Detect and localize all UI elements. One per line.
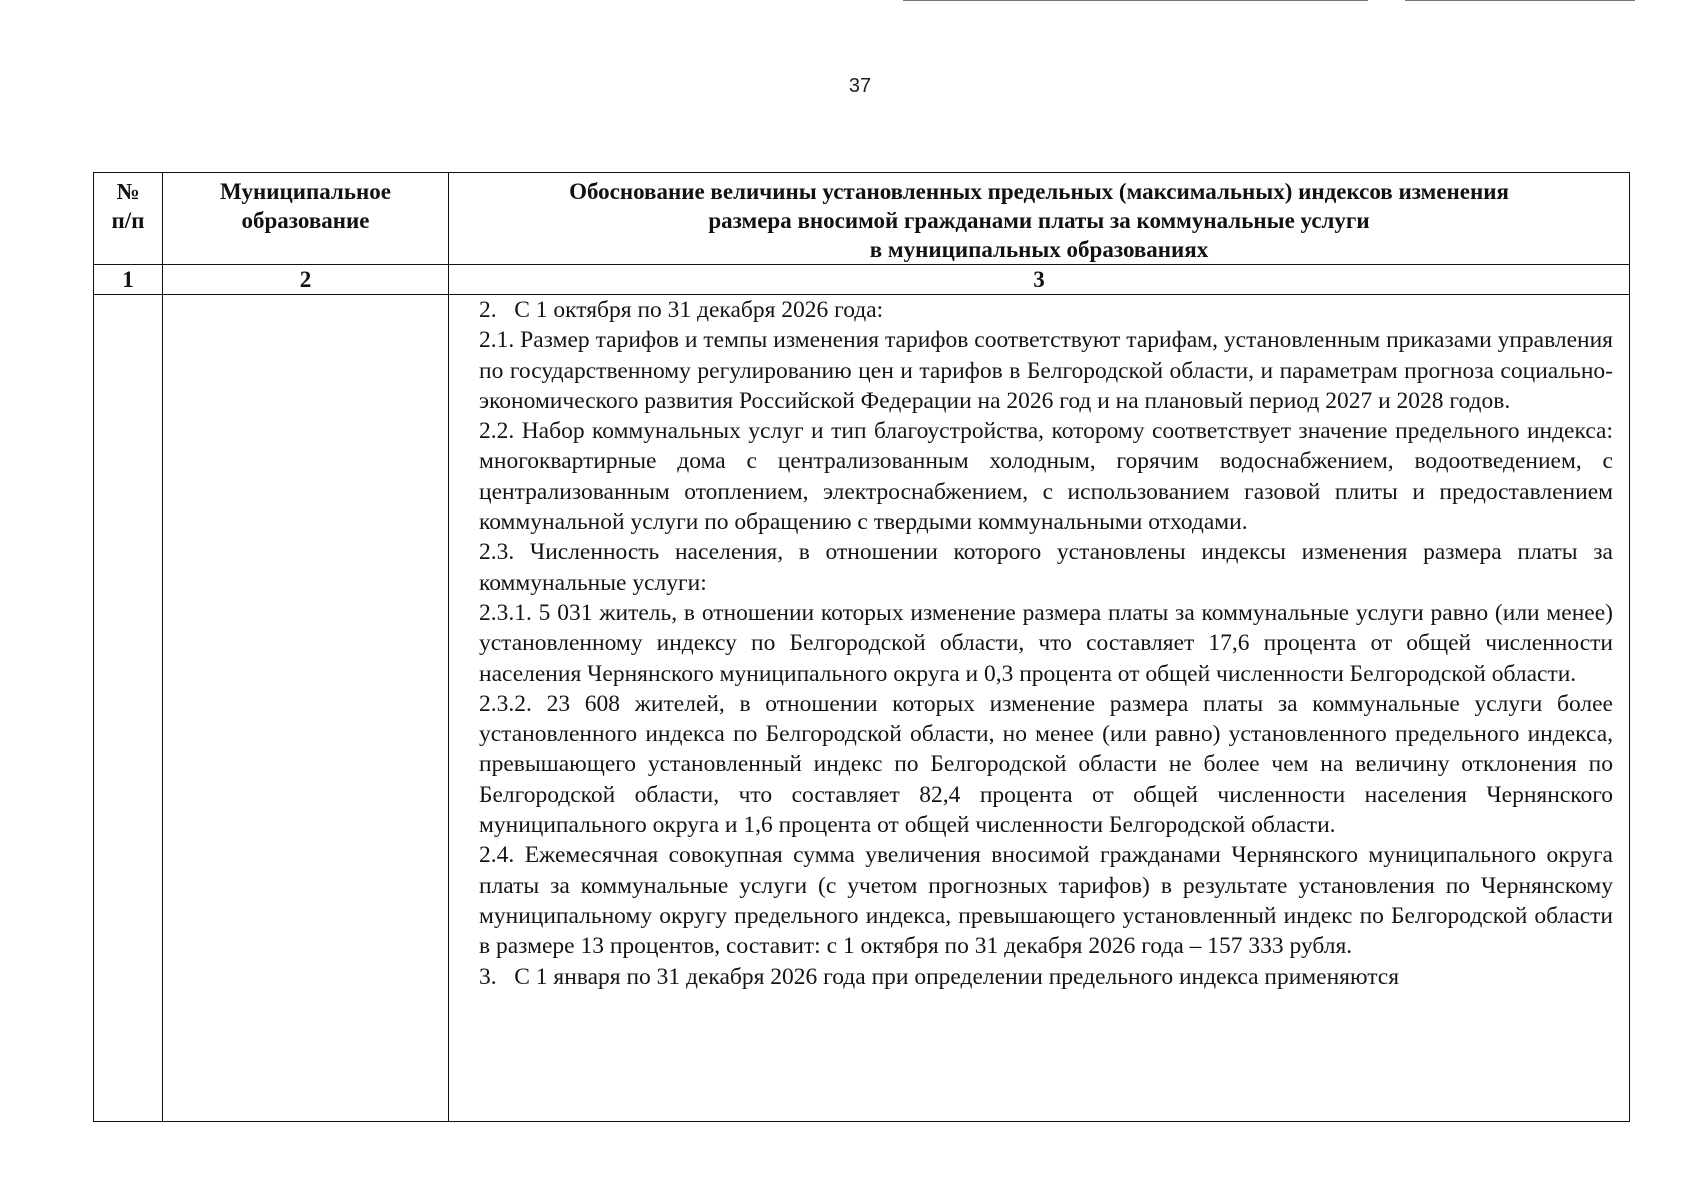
table-header-row	[94, 173, 1630, 265]
header-number-text: № п/п	[111, 179, 145, 233]
table-row	[94, 295, 1630, 1122]
header-number	[94, 173, 163, 265]
header-justification-text: Обоснование величины установленных предельных (максимальных) индексов изменения размера вносимой гражданами платы за коммунальные услуги в муниципальных образованиях	[569, 179, 1509, 262]
paragraph: 2. С 1 октября по 31 декабря 2026 года:	[479, 297, 884, 323]
paragraph: 2.2. Набор коммунальных услуг и тип благоустройства, которому соответствует значение предельного индекса: многоквартирные дома с централизованным холодным, горячим водоснабжением, водоотведением, с централизованным отоплением, электроснабжением, с использованием газовой плиты и предоставлением коммунальной услуги по обращению с твердыми коммунальными отходами.	[479, 418, 1613, 536]
top-edge-line	[903, 0, 1368, 1]
header-municipality	[163, 173, 449, 265]
paragraph: 3. С 1 января по 31 декабря 2026 года при определении предельного индекса применяются	[479, 963, 1399, 990]
page-number: 37	[848, 75, 872, 97]
header-justification	[449, 173, 1630, 265]
justification-table	[93, 172, 1630, 1122]
paragraph: 2.3.2. 23 608 жителей, в отношении которых изменение размера платы за коммунальные услуги более установленного индекса по Белгородской области, но менее (или равно) установленного предельного индекса, превышающего установленный индекс по Белгородской области не более чем на величину отклонения по Белгородской области, что составляет 82,4 процента от общей численности населения Чернянского муниципального округа и 1,6 процента от общей численности Белгородской области.	[479, 690, 1613, 839]
column-number-1: 1	[94, 265, 163, 295]
header-municipality-text: Муниципальное образование	[220, 179, 391, 233]
column-number-2: 2	[163, 265, 449, 295]
paragraph: 2.1. Размер тарифов и темпы изменения тарифов соответствуют тарифам, установленным приказами управления по государственному регулированию цен и тарифов в Белгородской области, и параметрам прогноза социально-экономического развития Российской Федерации на 2026 год и на плановый период 2027 и 2028 годов.	[479, 327, 1613, 414]
row-justification-cell	[449, 295, 1630, 1122]
paragraph: 2.4. Ежемесячная совокупная сумма увеличения вносимой гражданами Чернянского муниципального округа платы за коммунальные услуги (с учетом прогнозных тарифов) в результате установления по Чернянскому муниципальному округу предельного индекса, превышающего установленный индекс по Белгородской области в размере 13 процентов, составит: с 1 октября по 31 декабря 2026 года – 157 333 рубля.	[479, 842, 1613, 960]
column-number-row	[94, 265, 1630, 295]
paragraph: 2.3.1. 5 031 житель, в отношении которых изменение размера платы за коммунальные услуги равно (или менее) установленному индексу по Белгородской области, что составляет 17,6 процента от общей численности населения Чернянского муниципального округа и 0,3 процента от общей численности Белгородской области.	[479, 599, 1613, 687]
paragraph: 2.3. Численность населения, в отношении которого установлены индексы изменения размера платы за коммунальные услуги:	[479, 539, 1613, 596]
column-number-3: 3	[449, 265, 1630, 295]
top-edge-line	[1405, 0, 1635, 1]
row-municipality-cell	[163, 295, 449, 1122]
row-number-cell	[94, 295, 163, 1122]
